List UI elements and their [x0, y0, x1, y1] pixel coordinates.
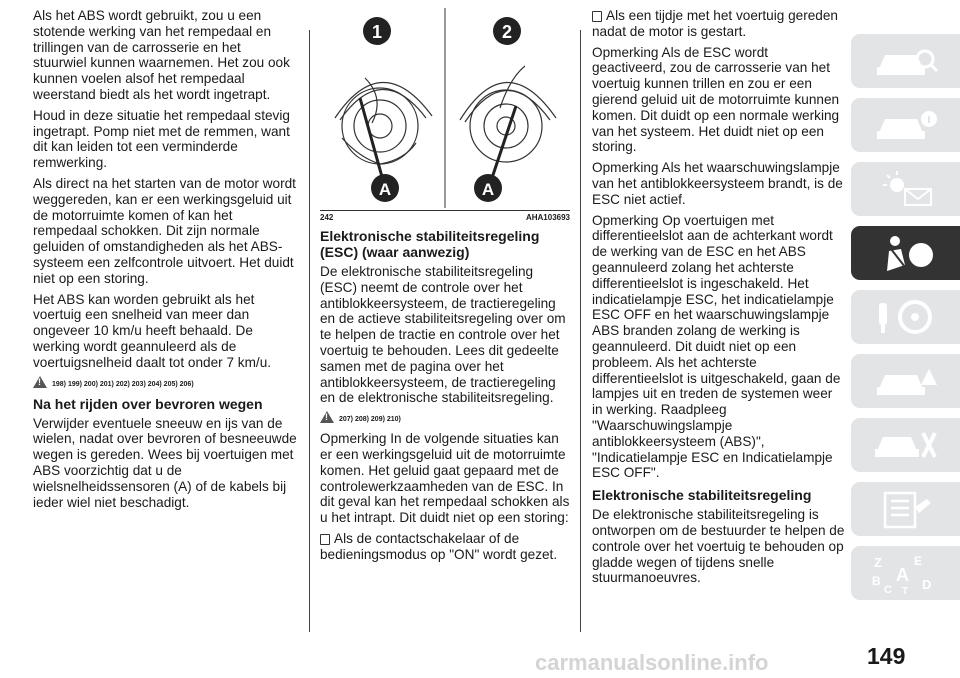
tab-lights-mail[interactable] — [851, 162, 960, 216]
callout-label-1: 1 — [371, 22, 383, 42]
column-divider — [580, 30, 581, 632]
tab-car-warning[interactable] — [851, 354, 960, 408]
car-info-icon — [871, 105, 941, 145]
callout-1 — [363, 17, 391, 45]
index-letter-c: C — [883, 584, 892, 595]
index-letter-e: E — [913, 554, 922, 568]
page-number: 149 — [867, 643, 906, 669]
column-divider — [309, 30, 310, 632]
index-letter-a: A — [895, 565, 909, 585]
tab-car-search[interactable] — [851, 34, 960, 88]
car-tools-icon — [871, 425, 941, 465]
figure-number: 242 — [320, 213, 334, 222]
bullet-text: Als een tijdje met het voertuig gereden nadat de motor is gestart. — [592, 8, 838, 39]
figure-caption — [320, 210, 570, 222]
paragraph: Het ABS kan worden gebruikt als het voertuig een snelheid van meer dan ongeveer 10 km/u heeft behaald. De werking wordt geannuleerd als de voertuigsnelheid daalt tot onder 7 km/u. — [33, 291, 272, 370]
paragraph: Opmerking In de volgende situaties kan er een werkingsgeluid uit de motorruimte komen. Het geluid gaat gepaard met de controlewerkzaamheden van de ESC. In dit geval kan het rempedaal schokken als u het intrapt. Dit duidt niet op een storing: — [320, 431, 570, 526]
paragraph: Opmerking Op voertuigen met differentieelslot aan de achterkant wordt de werking van de ESC en het ABS geannuleerd zolang het achterste differentieelslot is ingeschakeld. Het indicatielampje ESC, het indicatielampje ESC OFF en het waarschuwingslampje ABS branden zolang de werking is geannuleerd. Dit duidt niet op een probleem. Als het achterste differentieelslot is uitgeschakeld, gaan de lampjes uit en treden de systemen weer in werking. Raadpleeg "Waarschuwingslampje antiblokkeersysteem (ABS)", "Indicatielampje ESC en Indicatielampje ESC OFF". — [592, 212, 841, 481]
column-2 — [320, 8, 570, 568]
tab-checklist[interactable] — [851, 482, 960, 536]
figure-code: AHA103693 — [525, 213, 570, 222]
lights-mail-icon — [871, 169, 941, 209]
section-heading: Elektronische stabiliteitsregeling (ESC) (waar aanwezig) — [320, 228, 540, 260]
callout-a-left — [371, 174, 399, 202]
section-heading: Elektronische stabiliteitsregeling — [592, 487, 812, 504]
paragraph: Als het ABS wordt gebruikt, zou u een stotende werking van het rempedaal en trillingen van de carrosserie en het stuurwiel kunnen waarnemen. Het zou ook kunnen voelen alsof het rempedaal weerstand biedt als het wordt ingetrapt. — [33, 8, 290, 102]
watermark: carmanualsonline.info — [535, 650, 769, 675]
callout-2 — [493, 17, 521, 45]
wheel-sensor-illustration — [320, 8, 570, 208]
checklist-icon — [871, 489, 941, 529]
tab-steering-key[interactable] — [851, 290, 960, 344]
warning-triangle-icon — [33, 376, 47, 388]
paragraph: De elektronische stabiliteitsregeling (ESC) neemt de controle over het antiblokkeersysteem, de tractieregeling en de actieve stabiliteitsregeling over om te helpen de tractie en controle over het voertuig te behouden. Lees dit gedeelte samen met de pagina over het antiblokkeersysteem, de tractieregeling en de elektronische stabiliteitsregeling. — [320, 264, 566, 406]
wheel-sensor-figure — [320, 8, 570, 208]
callout-label-a: A — [481, 180, 495, 199]
paragraph: Houd in deze situatie het rempedaal stevig ingetrapt. Pomp niet met de remmen, want dit kan leiden tot een verminderde remwerking. — [33, 107, 290, 171]
paragraph: Opmerking Als het waarschuwingslampje van het antiblokkeersysteem brandt, is de ESC niet actief. — [592, 160, 843, 207]
bullet-item — [320, 531, 570, 563]
steering-key-icon — [871, 297, 941, 337]
column-1 — [33, 8, 298, 515]
paragraph: Als direct na het starten van de motor wordt weggereden, kan er een werkingsgeluid uit de motorruimte komen of kan het rempedaal schokken. Dit zijn normale geluiden of omstandigheden als het ABS-systeem een zelfcontrole uitvoert. Het duidt niet op een storing. — [33, 175, 296, 286]
callout-label-a: A — [378, 180, 392, 199]
alphabet-index-icon — [866, 551, 946, 595]
index-letter-d: D — [921, 577, 931, 592]
bullet-box-icon — [592, 11, 602, 22]
tab-car-info[interactable] — [851, 98, 960, 152]
section-heading: Na het rijden over bevroren wegen — [33, 395, 263, 412]
reference-numbers: 207) 208) 209) 210) — [339, 416, 401, 424]
tab-car-tools[interactable] — [851, 418, 960, 472]
column-3 — [592, 8, 845, 591]
index-letter-z: Z — [873, 555, 882, 570]
warning-references — [33, 376, 298, 388]
bullet-text: Als de contactschakelaar of de bedieningsmodus op "ON" wordt gezet. — [320, 530, 558, 562]
tab-seatbelt-airbag[interactable] — [851, 226, 960, 280]
callout-label-2: 2 — [501, 22, 513, 42]
car-warning-icon — [871, 361, 941, 401]
index-letter-t: T — [901, 586, 908, 595]
callout-a-right — [474, 174, 502, 202]
seatbelt-airbag-icon — [871, 231, 941, 275]
bullet-item — [592, 8, 845, 40]
paragraph: Opmerking Als de ESC wordt geactiveerd, zou de carrosserie van het voertuig kunnen trillen en zou er een gierend geluid uit de motorruimte kunnen komen. Dit duidt op een normale werking van het systeem. Het duidt niet op een storing. — [592, 44, 840, 155]
paragraph: De elektronische stabiliteitsregeling is ontworpen om de bestuurder te helpen de controle over het voertuig te behouden op gladde wegen of tijdens snelle stuurmanoeuvres. — [592, 507, 845, 586]
chapter-tabs — [851, 34, 960, 610]
warning-references — [320, 411, 570, 423]
index-letter-b: B — [871, 574, 881, 588]
car-search-icon — [871, 41, 941, 81]
paragraph: Verwijder eventuele sneeuw en ijs van de wielen, nadat over bevroren of besneeuwde wegen is gereden. Wees bij voertuigen met ABS voorzichtig dat u de wielsnelheidssensoren (A) of de kabels bij ieder wiel niet beschadigt. — [33, 415, 297, 510]
reference-numbers: 198) 199) 200) 201) 202) 203) 204) 205) 206) — [52, 380, 194, 388]
warning-triangle-icon — [320, 411, 334, 423]
bullet-box-icon — [320, 534, 330, 545]
tab-alphabet-index[interactable] — [851, 546, 960, 600]
